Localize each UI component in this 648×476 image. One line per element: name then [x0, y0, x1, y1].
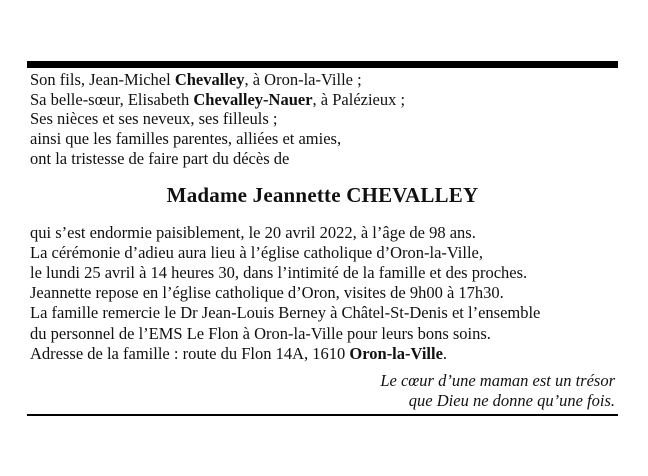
- bottom-rule: [27, 414, 618, 416]
- notice-body-line: [30, 223, 618, 243]
- family-intro-line: [30, 70, 618, 90]
- memorial-quote-line: [27, 371, 615, 392]
- notice-body-line: [30, 344, 618, 364]
- text-segment: , à Palézieux ;: [312, 89, 406, 109]
- notice-body-line: [30, 283, 618, 303]
- memorial-quote-line: [27, 391, 615, 412]
- text-segment: le lundi 25 avril à 14 heures 30, dans l’intimité de la famille et des proches.: [30, 262, 528, 282]
- text-segment: Sa belle-sœur, Elisabeth: [30, 89, 194, 109]
- text-segment: qui s’est endormie paisiblement, le 20 avril 2022, à l’âge de 98 ans.: [30, 222, 476, 242]
- text-segment: du personnel de l’EMS Le Flon à Oron-la-Ville pour leurs bons soins.: [30, 323, 491, 343]
- text-segment: que Dieu ne donne qu’une fois.: [408, 391, 615, 411]
- text-segment: , à Oron-la-Ville ;: [244, 70, 362, 89]
- text-segment: ont la tristesse de faire part du décès de: [30, 148, 290, 168]
- notice-body-block: [27, 223, 618, 364]
- bold-text-segment: Oron-la-Ville: [349, 343, 443, 363]
- bold-text-segment: Chevalley: [174, 70, 245, 89]
- notice-body-line: [30, 263, 618, 283]
- text-segment: Son fils, Jean-Michel: [30, 70, 175, 89]
- family-intro-line: [30, 109, 618, 129]
- family-intro-block: [27, 70, 618, 169]
- notice-body-line: [30, 324, 618, 344]
- notice-body-line: [30, 303, 618, 323]
- notice-body-line: [30, 243, 618, 263]
- top-rule: [27, 61, 618, 68]
- text-segment: Adresse de la famille : route du Flon 14A, 1610: [30, 343, 350, 363]
- text-segment: La famille remercie le Dr Jean-Louis Berney à Châtel-St-Denis et l’ensemble: [30, 303, 541, 323]
- text-segment: Ses nièces et ses neveux, ses filleuls ;: [30, 109, 278, 129]
- deceased-name-title: Madame Jeannette CHEVALLEY: [166, 182, 479, 207]
- memorial-quote-block: [27, 371, 618, 412]
- text-segment: Jeannette repose en l’église catholique d’Oron, visites de 9h00 à 17h30.: [30, 283, 504, 303]
- text-segment: ainsi que les familles parentes, alliées et amies,: [30, 129, 342, 149]
- text-segment: .: [442, 343, 448, 363]
- text-segment: La cérémonie d’adieu aura lieu à l’église catholique d’Oron-la-Ville,: [30, 242, 484, 262]
- family-intro-line: [30, 129, 618, 149]
- bold-text-segment: Chevalley-Nauer: [193, 89, 313, 109]
- text-segment: Le cœur d’une maman est un trésor: [380, 370, 615, 390]
- family-intro-line: [30, 149, 618, 169]
- family-intro-line: [30, 90, 618, 110]
- death-notice: [27, 61, 618, 416]
